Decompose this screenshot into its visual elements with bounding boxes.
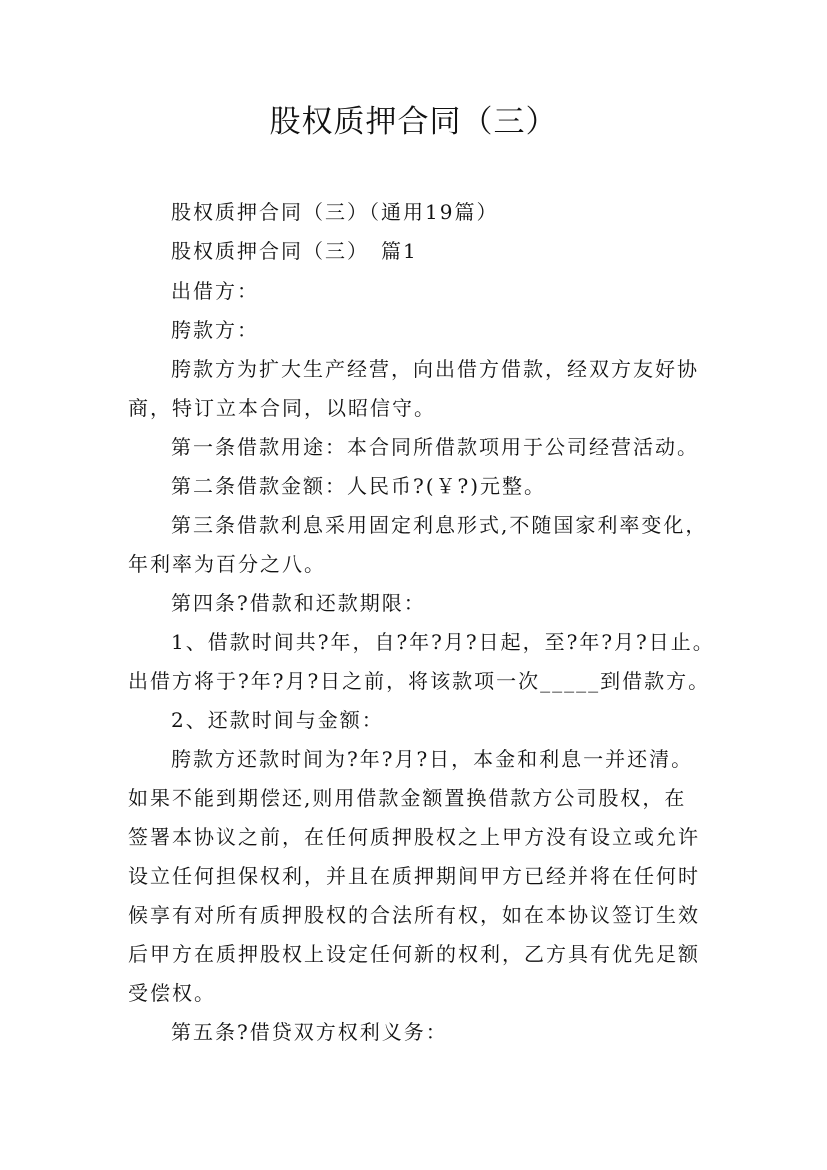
clause-line: 第四条?借款和还款期限：	[171, 591, 426, 615]
clause-line: 第二条借款金额：人民币?(￥?)元整。	[171, 474, 547, 498]
clause-line: 第一条借款用途：本合同所借款项用于公司经营活动。	[171, 435, 699, 459]
clause-line: 第三条借款利息采用固定利息形式,不随国家利率变化，	[171, 513, 708, 537]
paragraph-line: 后甲方在质押股权上设定任何新的权利，乙方具有优先足额	[128, 942, 700, 966]
document-title: 股权质押合同（三）	[269, 104, 558, 140]
paragraph-line: 如果不能到期偿还,则用借款金额置换借款方公司股权，在	[128, 786, 687, 810]
lender-line: 出借方：	[171, 279, 259, 303]
section-heading: 股权质押合同（三） 篇1	[171, 239, 418, 263]
borrower-line: 胯款方：	[171, 318, 259, 342]
paragraph-line: 出借方将于?年?月?日之前，将该款项一次_____到借款方。	[128, 669, 711, 693]
paragraph-line: 设立任何担保权利，并且在质押期间甲方已经并将在任何时	[128, 864, 700, 888]
subtitle-line: 股权质押合同（三）（通用19篇）	[171, 200, 499, 224]
clause-line: 第五条?借贷双方权利义务：	[171, 1020, 448, 1044]
paragraph-line: 签署本协议之前，在任何质押股权之上甲方没有设立或允许	[128, 825, 700, 849]
paragraph-line: 年利率为百分之八。	[128, 552, 326, 576]
paragraph-line: 候享有对所有质押股权的合法所有权，如在本协议签订生效	[128, 903, 700, 927]
paragraph-line: 胯款方为扩大生产经营，向出借方借款，经双方友好协	[171, 357, 699, 381]
paragraph-line: 商，特订立本合同，以昭信守。	[128, 396, 436, 420]
clause-item: 1、借款时间共?年，自?年?月?日起，至?年?月?日止。	[171, 630, 715, 654]
clause-item: 2、还款时间与金额：	[171, 708, 384, 732]
paragraph-line: 受偿权。	[128, 981, 216, 1005]
paragraph-line: 胯款方还款时间为?年?月?日，本金和利息一并还清。	[171, 747, 694, 771]
